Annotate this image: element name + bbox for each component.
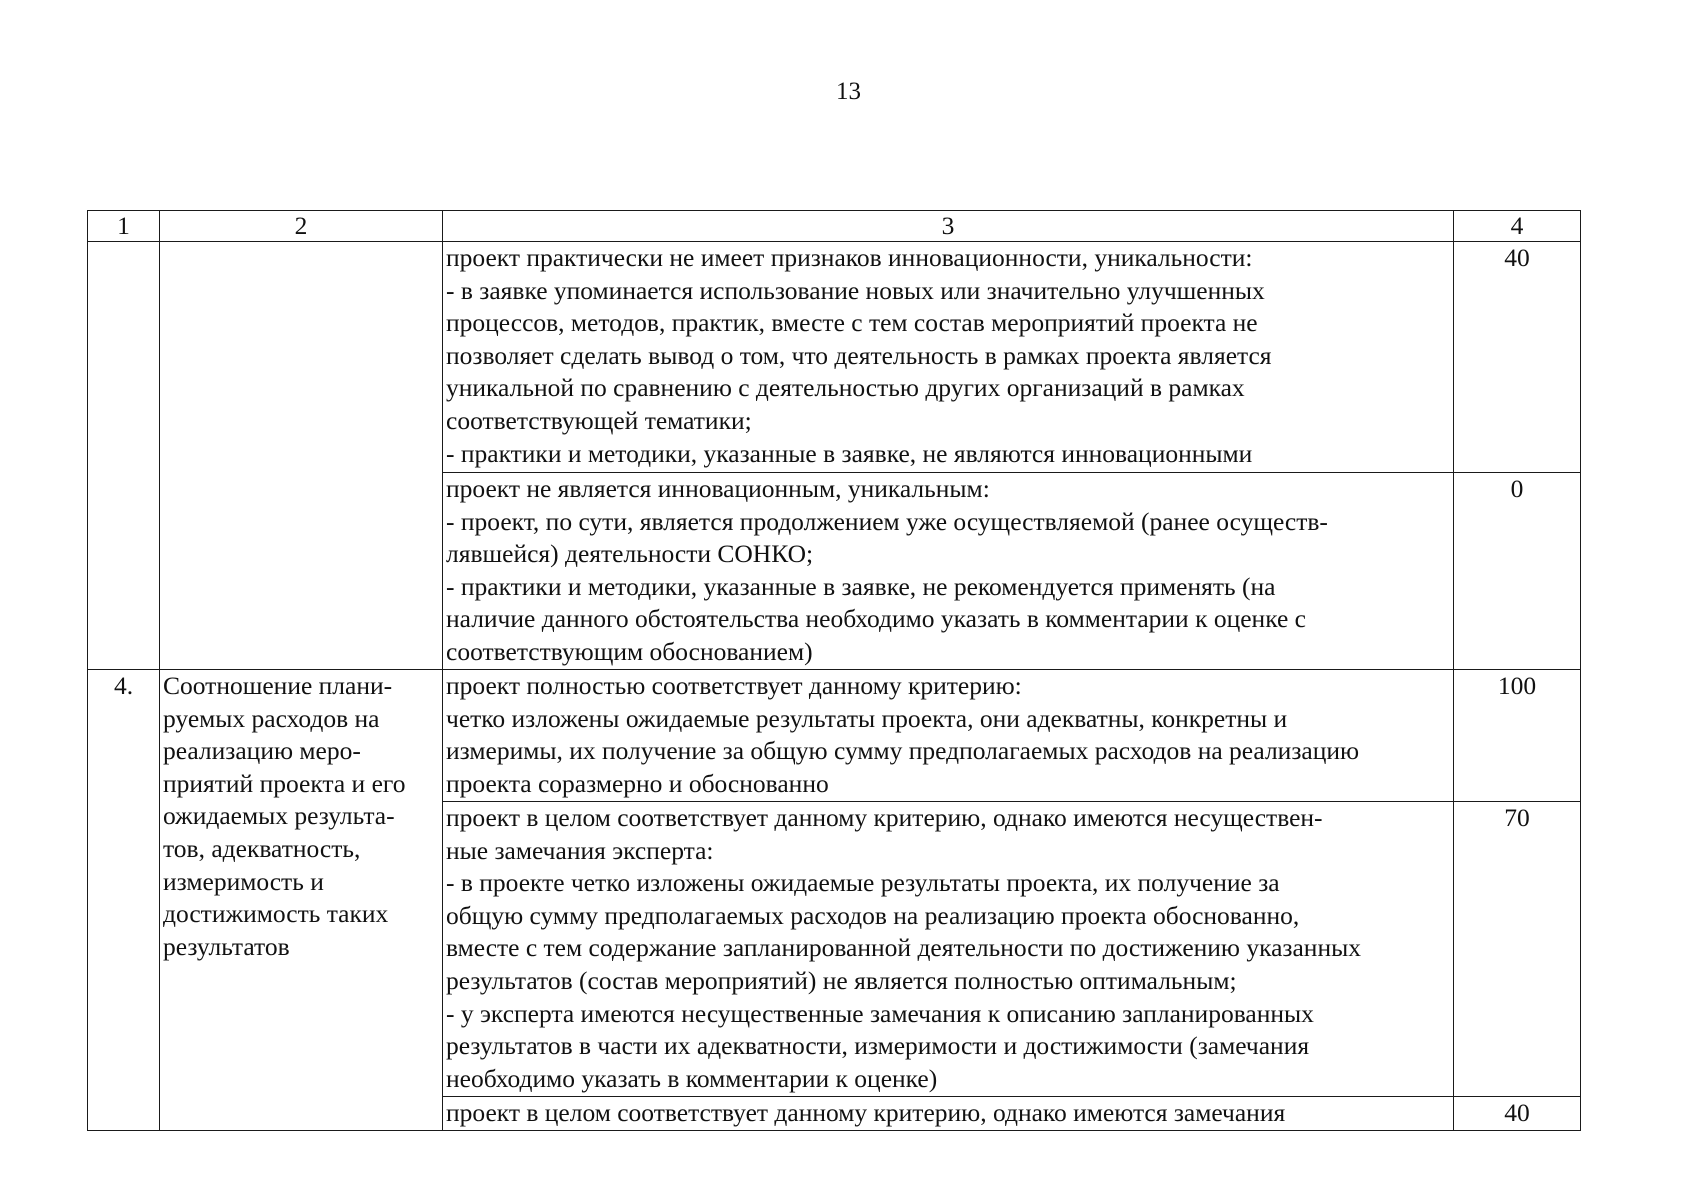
criterion-name-line: реализацию меро- [163, 736, 361, 766]
description-line: необходимо указать в комментарии к оценке) [446, 1063, 938, 1093]
description-line: проект в целом соответствует данному критерию, однако имеются несуществен- [446, 803, 1323, 832]
description-line: наличие данного обстоятельства необходимо указать в комментарии к оценке с [446, 604, 1306, 634]
criterion-name-line: Соотношение плани- [163, 671, 393, 700]
criterion-number-cell-empty [88, 242, 160, 670]
description-line: соответствующим обоснованием) [446, 636, 813, 666]
score-description-cell [443, 802, 1454, 1097]
criterion-name-line: тов, адекватность, [163, 833, 361, 863]
description-line: уникальной по сравнению с деятельностью других организаций в рамках [446, 373, 1245, 403]
criterion-name-line: приятий проекта и его [163, 768, 406, 798]
table-header-row [88, 211, 1581, 242]
description-line: измеримы, их получение за общую сумму предполагаемых расходов на реализацию [446, 736, 1360, 766]
description-line: вместе с тем содержание запланированной деятельности по достижению указанных [446, 933, 1361, 963]
criterion-name-line: руемых расходов на [163, 703, 380, 733]
description-line: проект практически не имеет признаков инновационности, уникальности: [446, 243, 1253, 272]
table-row [88, 242, 1581, 473]
table-row [88, 670, 1581, 802]
criterion-name-cell [160, 670, 443, 1131]
criterion-name-line: измеримость и [163, 866, 324, 896]
criterion-name-line: достижимость таких [163, 899, 389, 929]
description-line: результатов (состав мероприятий) не является полностью оптимальным; [446, 965, 1237, 995]
description-line: проект в целом соответствует данному критерию, однако имеются замечания [446, 1098, 1286, 1127]
score-value: 40 [1454, 1097, 1581, 1131]
description-line: четко изложены ожидаемые результаты проекта, они адекватны, конкретны и [446, 703, 1288, 733]
description-line: результатов в части их адекватности, измеримости и достижимости (замечания [446, 1031, 1310, 1061]
criterion-name-line: ожидаемых результа- [163, 801, 395, 831]
page-number: 13 [836, 78, 861, 105]
criterion-name-line: результатов [163, 931, 290, 961]
criterion-number: 4. [88, 670, 160, 1131]
column-header-2: 2 [160, 211, 443, 242]
description-line: позволяет сделать вывод о том, что деятельность в рамках проекта является [446, 340, 1272, 370]
score-value: 0 [1454, 473, 1581, 670]
column-header-4: 4 [1454, 211, 1581, 242]
description-line: проект не является инновационным, уникальным: [446, 474, 990, 503]
score-description-cell [443, 1097, 1454, 1131]
score-description-cell [443, 670, 1454, 802]
description-line: - практики и методики, указанные в заявке, не являются инновационными [446, 438, 1253, 468]
column-header-1: 1 [88, 211, 160, 242]
score-description-cell [443, 242, 1454, 473]
score-description-cell [443, 473, 1454, 670]
description-line: ные замечания эксперта: [446, 835, 714, 865]
criterion-name-cell-empty [160, 242, 443, 670]
score-value: 40 [1454, 242, 1581, 473]
description-line: - проект, по сути, является продолжением уже осуществляемой (ранее осуществ- [446, 506, 1328, 536]
description-line: проект полностью соответствует данному критерию: [446, 671, 1022, 700]
description-line: лявшейся) деятельности СОНКО; [446, 539, 814, 569]
description-line: - в заявке упоминается использование новых или значительно улучшенных [446, 275, 1265, 305]
description-line: процессов, методов, практик, вместе с тем состав мероприятий проекта не [446, 308, 1258, 338]
description-line: проекта соразмерно и обоснованно [446, 768, 829, 798]
score-value: 100 [1454, 670, 1581, 802]
column-header-3: 3 [443, 211, 1454, 242]
description-line: общую сумму предполагаемых расходов на реализацию проекта обоснованно, [446, 900, 1300, 930]
criteria-table [87, 210, 1581, 1131]
description-line: - в проекте четко изложены ожидаемые результаты проекта, их получение за [446, 868, 1280, 898]
score-value: 70 [1454, 802, 1581, 1097]
description-line: - у эксперта имеются несущественные замечания к описанию запланированных [446, 998, 1314, 1028]
description-line: - практики и методики, указанные в заявке, не рекомендуется применять (на [446, 571, 1276, 601]
description-line: соответствующей тематики; [446, 405, 752, 435]
